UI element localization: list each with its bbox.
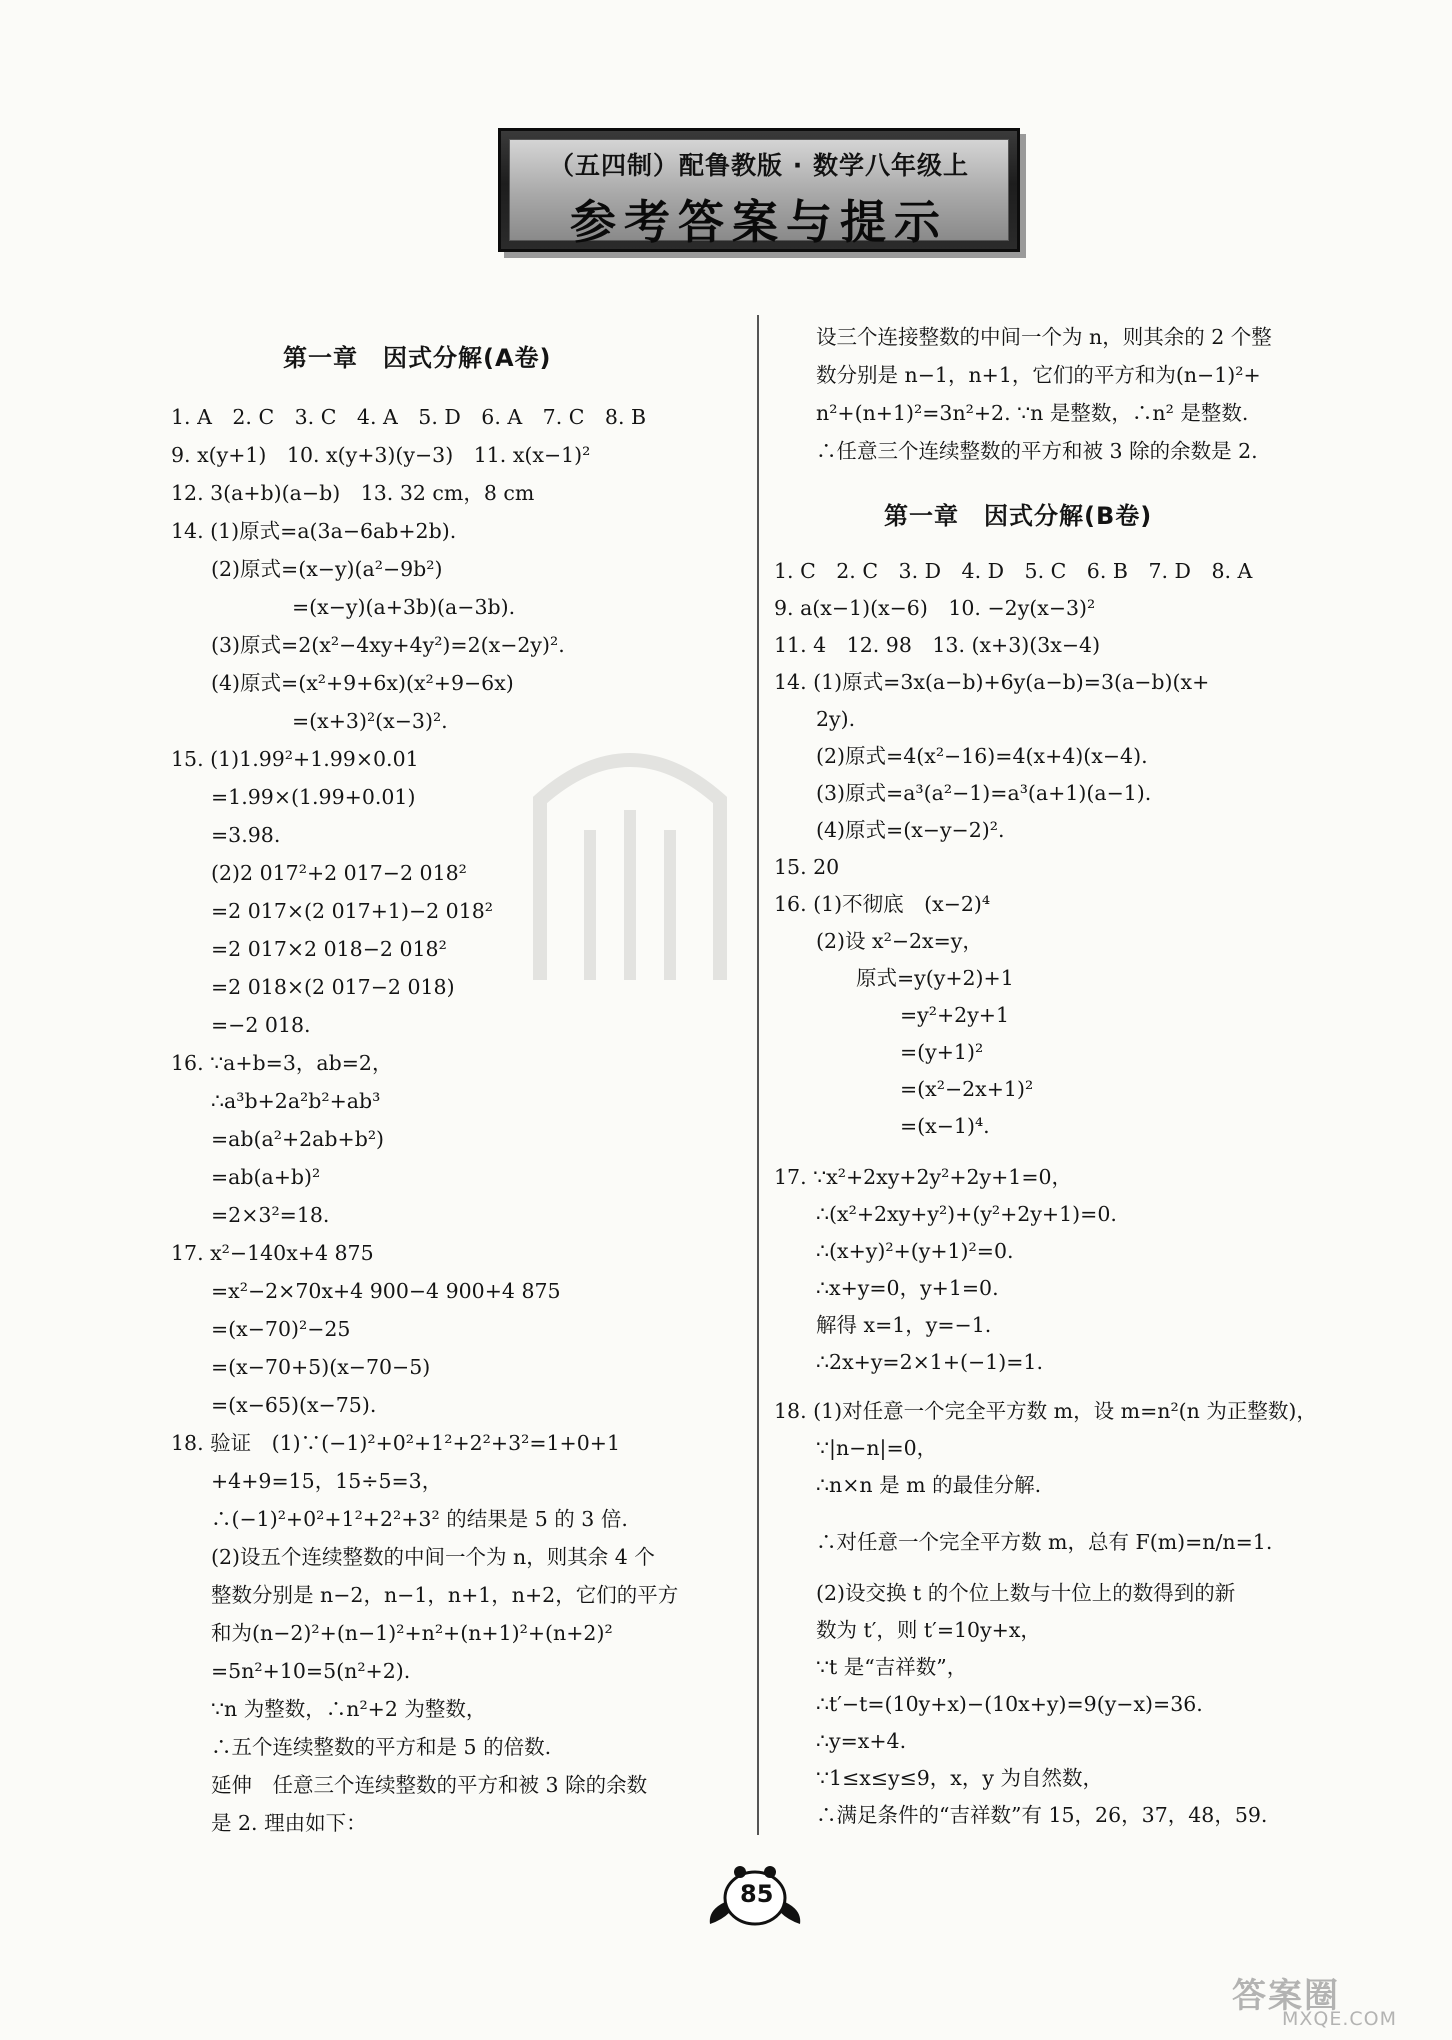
answer-line: ∴五个连续整数的平方和是 5 的倍数. (211, 1735, 552, 1759)
section-title-b: 第一章 因式分解(B卷) (884, 502, 1153, 530)
answer-line: =2×3²=18. (211, 1203, 330, 1227)
banner-title: 参考答案与提示 (570, 195, 948, 249)
answer-line: (4)原式=(x−y−2)². (816, 818, 1005, 842)
answer-line: +4+9=15，15÷5=3， (211, 1469, 443, 1493)
answer-line: =(y+1)² (900, 1040, 984, 1064)
answer-line: =ab(a+b)² (211, 1165, 321, 1189)
answer-line: =x²−2×70x+4 900−4 900+4 875 (211, 1279, 561, 1303)
answer-line: ∴a³b+2a²b²+ab³ (211, 1089, 381, 1113)
answer-line: =(x−70+5)(x−70−5) (211, 1355, 431, 1379)
answer-line: 原式=y(y+2)+1 (856, 966, 1014, 990)
answer-line: (2)原式=4(x²−16)=4(x+4)(x−4). (816, 744, 1148, 768)
answer-line: ∴t′−t=(10y+x)−(10x+y)=9(y−x)=36. (816, 1692, 1203, 1716)
answer-line: n²+(n+1)²=3n²+2. ∵n 是整数，∴n² 是整数. (816, 401, 1249, 425)
answer-line: =5n²+10=5(n²+2). (211, 1659, 411, 1683)
answer-line: =2 017×(2 017+1)−2 018² (211, 899, 494, 923)
answer-line: (2)设 x²−2x=y， (816, 929, 983, 953)
answer-line: (2)设交换 t 的个位上数与十位上的数得到的新 (816, 1581, 1236, 1605)
answer-line: ∵n 为整数，∴n²+2 为整数， (211, 1697, 487, 1721)
answer-line: =2 018×(2 017−2 018) (211, 975, 455, 999)
answer-line: (3)原式=2(x²−4xy+4y²)=2(x−2y)². (211, 633, 565, 657)
answer-line: 14. (1)原式=3x(a−b)+6y(a−b)=3(a−b)(x+ (774, 670, 1210, 694)
answer-line: 9. a(x−1)(x−6) 10. −2y(x−3)² (774, 596, 1096, 620)
answer-line: ∴y=x+4. (816, 1729, 907, 1753)
answer-line: 18. (1)对任意一个完全平方数 m，设 m=n²(n 为正整数)， (774, 1399, 1317, 1423)
section-title-a: 第一章 因式分解(A卷) (283, 344, 552, 372)
answer-line: =1.99×(1.99+0.01) (211, 785, 416, 809)
answer-line: =(x−1)⁴. (900, 1114, 990, 1138)
column-divider (757, 315, 759, 1835)
answer-line: 和为(n−2)²+(n−1)²+n²+(n+1)²+(n+2)² (211, 1621, 613, 1645)
answer-line: 17. x²−140x+4 875 (171, 1241, 374, 1265)
answer-line: =(x−70)²−25 (211, 1317, 351, 1341)
watermark-url: MXQE.COM (1282, 2008, 1398, 2030)
banner-subtitle: （五四制）配鲁教版 · 数学八年级上 (549, 151, 969, 180)
answer-line: (2)原式=(x−y)(a²−9b²) (211, 557, 443, 581)
answer-line: ∵|n−n|=0， (816, 1436, 938, 1460)
answer-line: 11. 4 12. 98 13. (x+3)(3x−4) (774, 633, 1101, 657)
answer-line: =(x²−2x+1)² (900, 1077, 1034, 1101)
answer-line: ∴对任意一个完全平方数 m，总有 F(m)=n/n=1. (816, 1530, 1273, 1554)
answer-line: =(x−y)(a+3b)(a−3b). (292, 595, 516, 619)
watermark-text: 答案圈 (1232, 1976, 1340, 2016)
answer-line: ∵1≤x≤y≤9，x，y 为自然数， (816, 1766, 1103, 1790)
answer-line: 数为 t′，则 t′=10y+x， (816, 1618, 1041, 1642)
background-watermark-icon (520, 720, 740, 1000)
answer-line: ∴任意三个连续整数的平方和被 3 除的余数是 2. (816, 439, 1258, 463)
answer-line: 17. ∵x²+2xy+2y²+2y+1=0， (774, 1165, 1073, 1189)
answer-line: 14. (1)原式=a(3a−6ab+2b). (171, 519, 457, 543)
answer-line: ∵t 是“吉祥数”， (816, 1655, 968, 1679)
answer-line: 18. 验证 (1)∵(−1)²+0²+1²+2²+3²=1+0+1 (171, 1431, 620, 1455)
answer-line: ∴(x²+2xy+y²)+(y²+2y+1)=0. (816, 1202, 1117, 1226)
answer-line: 解得 x=1，y=−1. (816, 1313, 992, 1337)
answer-line: =3.98. (211, 823, 281, 847)
page-number: 85 (740, 1880, 774, 1908)
answer-line: (2)2 017²+2 017−2 018² (211, 861, 467, 885)
answer-line: 整数分别是 n−2，n−1，n+1，n+2，它们的平方 (211, 1583, 679, 1607)
answer-line: 15. (1)1.99²+1.99×0.01 (171, 747, 419, 771)
answer-line: 1. A 2. C 3. C 4. A 5. D 6. A 7. C 8. B (171, 405, 647, 429)
header-banner-inner (509, 139, 1009, 249)
answer-line: =y²+2y+1 (900, 1003, 1009, 1027)
answer-line: 1. C 2. C 3. D 4. D 5. C 6. B 7. D 8. A (774, 559, 1253, 583)
answer-line: 是 2. 理由如下： (211, 1811, 367, 1835)
watermark-logo (1222, 1968, 1448, 2036)
answer-line: 15. 20 (774, 855, 840, 879)
answer-line: 数分别是 n−1，n+1，它们的平方和为(n−1)²+ (816, 363, 1261, 387)
answer-line: (2)设五个连续整数的中间一个为 n，则其余 4 个 (211, 1545, 655, 1569)
answer-line: ∴(x+y)²+(y+1)²=0. (816, 1239, 1014, 1263)
answer-line: 12. 3(a+b)(a−b) 13. 32 cm，8 cm (171, 481, 535, 505)
answer-line: 2y). (816, 707, 856, 731)
header-banner (498, 128, 1020, 252)
answer-line: ∴2x+y=2×1+(−1)=1. (816, 1350, 1043, 1374)
answer-line: =−2 018. (211, 1013, 311, 1037)
answer-line: =(x−65)(x−75). (211, 1393, 377, 1417)
answer-line: 16. (1)不彻底 (x−2)⁴ (774, 892, 991, 916)
answer-line: 16. ∵a+b=3，ab=2， (171, 1051, 393, 1075)
answer-line: =(x+3)²(x−3)². (292, 709, 448, 733)
answer-line: 延伸 任意三个连续整数的平方和被 3 除的余数 (211, 1773, 648, 1797)
answer-line: =ab(a²+2ab+b²) (211, 1127, 385, 1151)
answer-line: ∴满足条件的“吉祥数”有 15，26，37，48，59. (816, 1803, 1268, 1827)
answer-line: (4)原式=(x²+9+6x)(x²+9−6x) (211, 671, 514, 695)
answer-line: ∴n×n 是 m 的最佳分解. (816, 1473, 1042, 1497)
answer-line: ∴x+y=0，y+1=0. (816, 1276, 999, 1300)
answer-line: =2 017×2 018−2 018² (211, 937, 447, 961)
answer-line: 9. x(y+1) 10. x(y+3)(y−3) 11. x(x−1)² (171, 443, 591, 467)
answer-line: ∴(−1)²+0²+1²+2²+3² 的结果是 5 的 3 倍. (211, 1507, 628, 1531)
answer-line: (3)原式=a³(a²−1)=a³(a+1)(a−1). (816, 781, 1152, 805)
answer-line: 设三个连接整数的中间一个为 n，则其余的 2 个整 (816, 325, 1272, 349)
